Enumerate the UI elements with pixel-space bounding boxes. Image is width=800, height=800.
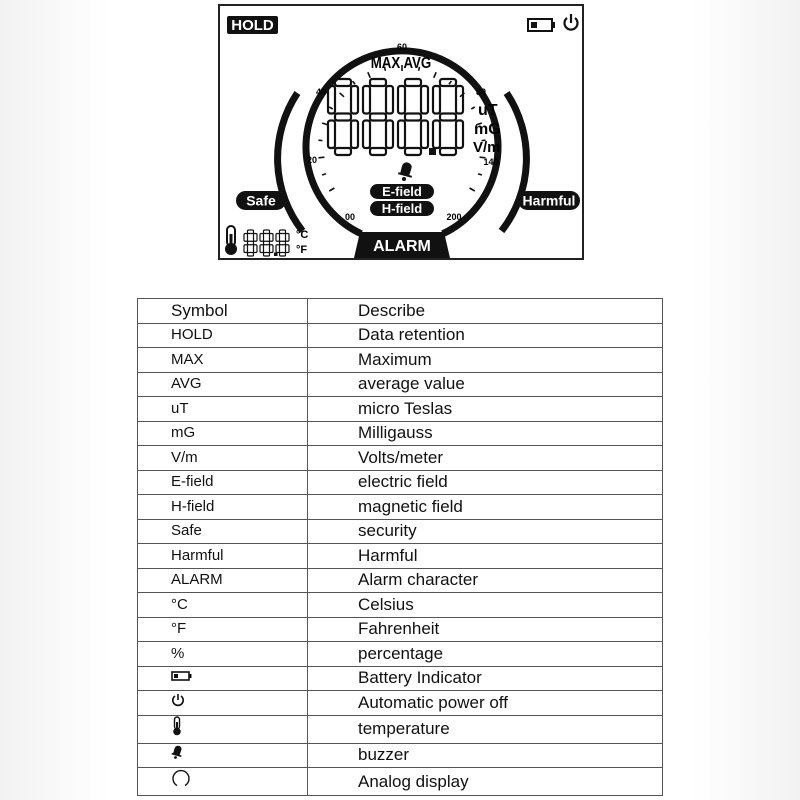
symbol-table xyxy=(137,298,663,796)
table-row xyxy=(138,715,663,743)
fahrenheit-label: °F xyxy=(296,244,308,256)
digit-segment xyxy=(276,245,280,253)
describe-cell: Maximum xyxy=(308,348,663,373)
describe-cell: buzzer xyxy=(308,743,663,768)
digit-segment xyxy=(440,148,456,155)
digit-segment xyxy=(260,245,264,253)
scale-label-20: 20 xyxy=(306,155,318,165)
digit-segment xyxy=(244,234,248,242)
describe-cell: Harmful xyxy=(308,544,663,569)
dial-right-arc xyxy=(502,93,527,231)
digit-segment xyxy=(405,114,421,121)
dial-tick xyxy=(471,107,474,109)
digit-segment xyxy=(264,241,270,245)
digit-segment xyxy=(280,253,286,257)
symbol-cell: mG xyxy=(138,421,308,446)
scale-label-140: 140 xyxy=(483,157,499,167)
describe-cell: Data retention xyxy=(308,323,663,348)
table-row xyxy=(138,421,663,446)
symbol-icon-cell xyxy=(138,715,308,743)
digit-segment xyxy=(254,234,258,242)
symbol-cell: H-field xyxy=(138,495,308,520)
dial-tick xyxy=(449,81,451,84)
digit-segment xyxy=(254,245,258,253)
symbol-cell: Harmful xyxy=(138,544,308,569)
celsius-label: °C xyxy=(296,229,309,241)
describe-cell: average value xyxy=(308,372,663,397)
digit-segment xyxy=(351,86,358,114)
scale-label-80: 80 xyxy=(475,87,487,97)
digit-segment xyxy=(433,121,440,149)
safe-label: Safe xyxy=(246,192,276,209)
digit-segment xyxy=(456,86,463,114)
scale-label-60: 60 xyxy=(396,42,408,52)
dial-tick xyxy=(353,81,355,84)
e-field-label: E-field xyxy=(382,184,422,199)
digit-segment xyxy=(280,241,286,245)
digit-segment xyxy=(433,86,440,114)
table-row xyxy=(138,743,663,768)
describe-cell: Alarm character xyxy=(308,568,663,593)
symbol-icon-cell xyxy=(138,666,308,691)
digit-segment xyxy=(398,86,405,114)
symbol-icon-cell xyxy=(138,768,308,796)
digit-segment xyxy=(351,121,358,149)
digit-segment xyxy=(328,86,335,114)
dial-tick xyxy=(470,188,475,191)
symbol-cell: E-field xyxy=(138,470,308,495)
table-row xyxy=(138,348,663,373)
dial-tick xyxy=(434,72,436,77)
buzzer-icon xyxy=(171,744,185,766)
describe-cell: Celsius xyxy=(308,593,663,618)
describe-cell: Fahrenheit xyxy=(308,617,663,642)
symbol-cell: °C xyxy=(138,593,308,618)
table-row xyxy=(138,666,663,691)
digit-segment xyxy=(456,121,463,149)
battery-icon xyxy=(171,667,193,689)
digit-segment xyxy=(286,245,290,253)
lcd-svg xyxy=(220,6,582,258)
table-row xyxy=(138,495,663,520)
table-row xyxy=(138,372,663,397)
power-off-icon xyxy=(565,14,578,30)
digit-segment xyxy=(421,121,428,149)
main-digits xyxy=(328,79,463,155)
digit-segment xyxy=(244,245,248,253)
symbol-cell: Safe xyxy=(138,519,308,544)
digit-segment xyxy=(405,148,421,155)
digit-segment xyxy=(328,121,335,149)
digit-segment xyxy=(248,253,254,257)
power-off-icon xyxy=(171,692,185,714)
symbol-cell: MAX xyxy=(138,348,308,373)
dial-tick xyxy=(478,174,482,175)
header-describe: Describe xyxy=(308,299,663,324)
unit-vm: V/m xyxy=(473,139,501,156)
table-row xyxy=(138,617,663,642)
symbol-icon-cell xyxy=(138,691,308,716)
unit-ut: uT xyxy=(478,102,498,119)
digit-segment xyxy=(335,114,351,121)
digit-segment xyxy=(363,121,370,149)
digit-segment xyxy=(405,79,421,86)
table-row xyxy=(138,568,663,593)
scale-label-00: 00 xyxy=(344,212,356,222)
table-row xyxy=(138,691,663,716)
table-row xyxy=(138,593,663,618)
describe-cell: Milligauss xyxy=(308,421,663,446)
digit-segment xyxy=(248,230,254,234)
dial-tick xyxy=(340,93,344,97)
table-row xyxy=(138,642,663,667)
digit-segment xyxy=(386,86,393,114)
thermometer-icon xyxy=(171,716,183,743)
harmful-label: Harmful xyxy=(522,192,576,209)
battery-icon xyxy=(528,19,555,31)
digit-segment xyxy=(286,234,290,242)
dial-tick xyxy=(329,107,332,109)
dial-tick xyxy=(322,174,326,175)
symbol-cell: ALARM xyxy=(138,568,308,593)
analog-display-icon xyxy=(171,768,191,795)
digit-segment xyxy=(280,230,286,234)
describe-cell: magnetic field xyxy=(308,495,663,520)
dial-tick xyxy=(329,188,334,191)
digit-segment xyxy=(264,253,270,257)
table-row xyxy=(138,519,663,544)
describe-cell: Battery Indicator xyxy=(308,666,663,691)
table-header-row xyxy=(138,299,663,324)
symbol-cell: °F xyxy=(138,617,308,642)
table-row xyxy=(138,397,663,422)
digit-segment xyxy=(270,234,274,242)
table-row xyxy=(138,323,663,348)
temp-digits xyxy=(244,230,289,256)
describe-cell: percentage xyxy=(308,642,663,667)
digit-segment xyxy=(386,121,393,149)
describe-cell: temperature xyxy=(308,715,663,743)
symbol-cell: % xyxy=(138,642,308,667)
digit-segment xyxy=(335,148,351,155)
digit-segment xyxy=(398,121,405,149)
scale-label-200: 200 xyxy=(446,212,462,222)
table-row xyxy=(138,446,663,471)
digit-segment xyxy=(421,86,428,114)
thermometer-icon xyxy=(225,226,237,255)
table-row xyxy=(138,544,663,569)
symbol-cell: uT xyxy=(138,397,308,422)
max-avg-label: MAX AVG xyxy=(370,54,432,73)
digit-segment xyxy=(335,79,351,86)
digit-segment xyxy=(270,245,274,253)
symbol-cell: HOLD xyxy=(138,323,308,348)
symbol-cell: V/m xyxy=(138,446,308,471)
symbol-icon-cell xyxy=(138,743,308,768)
digit-segment xyxy=(363,86,370,114)
hold-label: HOLD xyxy=(231,17,274,34)
digit-segment xyxy=(264,230,270,234)
dial-tick xyxy=(368,72,370,77)
digit-segment xyxy=(440,114,456,121)
lcd-display xyxy=(218,4,584,260)
digit-segment xyxy=(260,234,264,242)
header-symbol: Symbol xyxy=(138,299,308,324)
table-row xyxy=(138,470,663,495)
digit-segment xyxy=(440,79,456,86)
table-row xyxy=(138,768,663,796)
alarm-label: ALARM xyxy=(373,238,431,255)
h-field-label: H-field xyxy=(381,201,423,216)
dial-left-arc xyxy=(278,93,303,231)
digit-segment xyxy=(370,114,386,121)
dial-tick xyxy=(318,157,324,158)
unit-mg: mG xyxy=(474,121,501,138)
digit-segment xyxy=(370,79,386,86)
describe-cell: micro Teslas xyxy=(308,397,663,422)
describe-cell: security xyxy=(308,519,663,544)
digit-segment xyxy=(248,241,254,245)
describe-cell: electric field xyxy=(308,470,663,495)
scale-label-40: 40 xyxy=(315,87,327,97)
digit-segment xyxy=(276,234,280,242)
buzzer-icon xyxy=(398,162,412,181)
describe-cell: Automatic power off xyxy=(308,691,663,716)
digit-segment xyxy=(370,148,386,155)
symbol-cell: AVG xyxy=(138,372,308,397)
describe-cell: Analog display xyxy=(308,768,663,796)
describe-cell: Volts/meter xyxy=(308,446,663,471)
